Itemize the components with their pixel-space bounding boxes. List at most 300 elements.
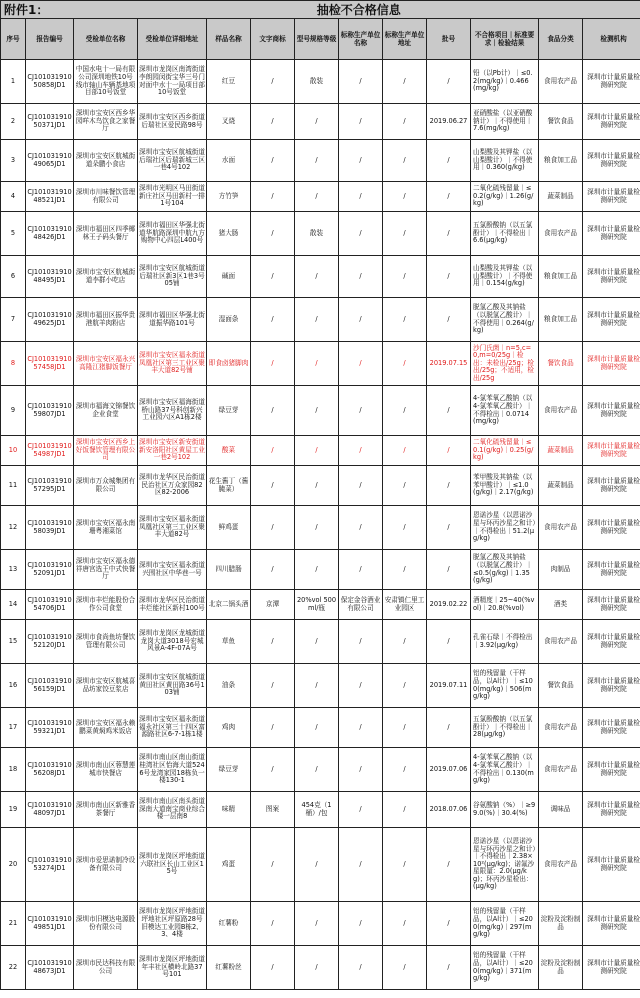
brand-mark: 京潭: [251, 590, 295, 620]
food-category: 蔬菜制品: [539, 182, 583, 212]
testing-agency: 深圳市计量质量检测研究院: [583, 104, 640, 140]
row-number: 14: [1, 590, 26, 620]
nonconformity: 铝的残留量（干样品，以Al计）｜≤100(mg/kg)｜506(mg/kg): [471, 664, 539, 708]
report-number: CJ10103191048521JD1: [26, 182, 74, 212]
testing-agency: 深圳市计量质量检测研究院: [583, 506, 640, 550]
batch-number: 2018.07.06: [427, 792, 471, 828]
table-row: [1, 902, 640, 946]
nonconformity: 苯甲酸及其钠盐（以苯甲酸计）｜≤1.0(g/kg)｜2.17(g/kg): [471, 466, 539, 506]
unit-address: 深圳市宝安区福永街道凤凰社区第三工业区聚丰大道82号: [138, 506, 207, 550]
column-header: 受检单位详细地址: [138, 19, 207, 60]
manufacturer: /: [339, 748, 383, 792]
unit-address: 深圳市龙岗区坪地街道六联社区长山工业区15号: [138, 828, 207, 902]
brand-mark: /: [251, 902, 295, 946]
testing-agency: 深圳市计量质量检测研究院: [583, 386, 640, 436]
unit-address: 深圳市宝安区新安街道新安洛阳社区黄屋工业一巷2号102: [138, 436, 207, 466]
manufacturer-address: /: [383, 182, 427, 212]
brand-mark: /: [251, 104, 295, 140]
manufacturer: /: [339, 60, 383, 104]
unit-address: 深圳市南山区南头街道深南大道南宝商业综合楼一层南8: [138, 792, 207, 828]
table-row: [1, 708, 640, 748]
manufacturer: /: [339, 342, 383, 386]
manufacturer-address: /: [383, 902, 427, 946]
row-number: 13: [1, 550, 26, 590]
food-category: 食用农产品: [539, 212, 583, 256]
inspected-unit: 深圳市宝安区福永兴高隆江猪脚饭餐厅: [74, 342, 138, 386]
batch-number: /: [427, 550, 471, 590]
nonconformity: 铝的残留量（干样品，以Al计）｜≤200(mg/kg)｜371(mg/kg): [471, 946, 539, 990]
column-header: 食品分类: [539, 19, 583, 60]
sample-name: 湿面条: [207, 298, 251, 342]
nonconformity: 山梨酸及其钾盐（以山梨酸计）｜不得使用｜0.360(g/kg): [471, 140, 539, 182]
batch-number: /: [427, 828, 471, 902]
brand-mark: /: [251, 620, 295, 664]
manufacturer-address: /: [383, 828, 427, 902]
inspected-unit: 深圳市丰烂能股份合作公司食堂: [74, 590, 138, 620]
inspected-unit: 深圳市宝安区航城街道李群小吃店: [74, 256, 138, 298]
food-category: 淀粉及淀粉制品: [539, 946, 583, 990]
report-number: CJ10103191049625JD1: [26, 298, 74, 342]
column-header: 型号规格等级: [295, 19, 339, 60]
manufacturer-address: /: [383, 708, 427, 748]
brand-mark: /: [251, 386, 295, 436]
row-number: 3: [1, 140, 26, 182]
column-header: 批号: [427, 19, 471, 60]
unit-address: 深圳市龙岗区坪地街道年丰社区横岭北路37号101: [138, 946, 207, 990]
report-number: CJ10103191052120JD1: [26, 620, 74, 664]
column-header: 文字商标: [251, 19, 295, 60]
testing-agency: 深圳市计量质量检测研究院: [583, 708, 640, 748]
manufacturer: /: [339, 620, 383, 664]
batch-number: /: [427, 182, 471, 212]
manufacturer-address: /: [383, 792, 427, 828]
report-number: CJ10103191052091JD1: [26, 550, 74, 590]
sample-name: 四川腊肠: [207, 550, 251, 590]
inspected-unit: 深圳市食尚鱼坊餐饮管理有限公司: [74, 620, 138, 664]
inspected-unit: 深圳市爱思诺制冷设备有限公司: [74, 828, 138, 902]
brand-mark: /: [251, 828, 295, 902]
spec-grade: /: [295, 620, 339, 664]
manufacturer: /: [339, 436, 383, 466]
table-row: [1, 620, 640, 664]
testing-agency: 深圳市计量质量检测研究院: [583, 620, 640, 664]
food-category: 餐饮食品: [539, 342, 583, 386]
column-header: 标称生产单位地址: [383, 19, 427, 60]
table-row: [1, 506, 640, 550]
spec-grade: 20%vol 500ml/瓶: [295, 590, 339, 620]
manufacturer: /: [339, 182, 383, 212]
row-number: 20: [1, 828, 26, 902]
report-number: CJ10103191054706JD1: [26, 590, 74, 620]
manufacturer-address: /: [383, 212, 427, 256]
brand-mark: /: [251, 946, 295, 990]
header-row: [1, 19, 640, 60]
testing-agency: 深圳市计量质量检测研究院: [583, 828, 640, 902]
page-title: 抽检不合格信息: [74, 1, 640, 19]
food-category: 食用农产品: [539, 620, 583, 664]
spec-grade: /: [295, 342, 339, 386]
manufacturer-address: /: [383, 256, 427, 298]
sample-name: 红薯粉丝: [207, 946, 251, 990]
brand-mark: /: [251, 298, 295, 342]
row-number: 8: [1, 342, 26, 386]
food-category: 蔬菜制品: [539, 466, 583, 506]
brand-mark: /: [251, 748, 295, 792]
spec-grade: /: [295, 386, 339, 436]
inspected-unit: 深圳市宝安区福永德祥唐宫选王中式快餐厅: [74, 550, 138, 590]
table-row: [1, 664, 640, 708]
report-number: CJ10103191048097JD1: [26, 792, 74, 828]
food-category: 餐饮食品: [539, 664, 583, 708]
spec-grade: /: [295, 104, 339, 140]
nonconformity: 五氯酚酸钠（以五氯酚计）｜不得检出｜6.6(μg/kg): [471, 212, 539, 256]
table-row: [1, 256, 640, 298]
inspected-unit: 深圳市万众城集团有限公司: [74, 466, 138, 506]
inspected-unit: 中国水电十一局有限公司深圳地铁10号线市轴山车辆基地项目部10号饭堂: [74, 60, 138, 104]
manufacturer: /: [339, 828, 383, 902]
spec-grade: /: [295, 506, 339, 550]
batch-number: 2019.07.11: [427, 664, 471, 708]
spec-grade: /: [295, 298, 339, 342]
manufacturer-address: /: [383, 298, 427, 342]
batch-number: /: [427, 256, 471, 298]
nonconformity: 谷氨酸钠（%）｜≥99.0(%)｜30.4(%): [471, 792, 539, 828]
testing-agency: 深圳市计量质量检测研究院: [583, 902, 640, 946]
testing-agency: 深圳市计量质量检测研究院: [583, 60, 640, 104]
row-number: 1: [1, 60, 26, 104]
batch-number: /: [427, 436, 471, 466]
table-row: [1, 212, 640, 256]
sample-name: 油条: [207, 664, 251, 708]
row-number: 22: [1, 946, 26, 990]
unit-address: 深圳市福田区华强北街道华航路深圳中航九方购物中心四层L400号: [138, 212, 207, 256]
report-number: CJ10103191056159JD1: [26, 664, 74, 708]
manufacturer: /: [339, 212, 383, 256]
manufacturer-address: /: [383, 748, 427, 792]
manufacturer-address: /: [383, 436, 427, 466]
unit-address: 深圳市宝安区航城街道后瑞社区后瑞新城三区一巷4号102: [138, 140, 207, 182]
nonconformity: 亚硝酸盐（以亚硝酸钠计）｜不得使用｜7.6(mg/kg): [471, 104, 539, 140]
nonconformity: 铅（以Pb计）｜≤0.2(mg/kg)｜0.466(mg/kg): [471, 60, 539, 104]
manufacturer-address: /: [383, 550, 427, 590]
inspected-unit: 深圳市南山区蓉慧莲城市快餐店: [74, 748, 138, 792]
batch-number: /: [427, 466, 471, 506]
nonconformity: 二氧化硫残留量｜≤0.1(g/kg)｜0.25(g/kg): [471, 436, 539, 466]
unit-address: 深圳市宝安区福永街道兴围社区中华巷一号: [138, 550, 207, 590]
sample-name: 花生酱丁（酱腌菜）: [207, 466, 251, 506]
unit-address: 深圳市宝安区福永街道凤凰社区第三工业区聚丰大道82号铺: [138, 342, 207, 386]
testing-agency: 深圳市计量质量检测研究院: [583, 436, 640, 466]
table-row: [1, 550, 640, 590]
sample-name: 酸菜: [207, 436, 251, 466]
manufacturer: /: [339, 256, 383, 298]
sample-name: 鸡蛋: [207, 828, 251, 902]
sample-name: 红豆: [207, 60, 251, 104]
manufacturer-address: /: [383, 664, 427, 708]
inspected-unit: 深圳市民达科技有限公司: [74, 946, 138, 990]
unit-address: 深圳市宝安区航城街道黄田社区黄田路36号103铺: [138, 664, 207, 708]
unit-address: 深圳市宝安区航城街道后瑞社区新3区1巷3号05铺: [138, 256, 207, 298]
sample-name: 草鱼: [207, 620, 251, 664]
table-row: [1, 386, 640, 436]
sample-name: 味精: [207, 792, 251, 828]
row-number: 6: [1, 256, 26, 298]
manufacturer: /: [339, 140, 383, 182]
table-row: [1, 104, 640, 140]
brand-mark: 图案: [251, 792, 295, 828]
testing-agency: 深圳市计量质量检测研究院: [583, 256, 640, 298]
report-number: CJ10103191059807JD1: [26, 386, 74, 436]
report-number: CJ10103191059321JD1: [26, 708, 74, 748]
unit-address: 深圳市龙华区民治街道丰烂能社区新村100号: [138, 590, 207, 620]
table-row: [1, 342, 640, 386]
nonconformity: 二氧化硫残留量｜≤0.2(g/kg)｜1.26(g/kg): [471, 182, 539, 212]
sample-name: 碱面: [207, 256, 251, 298]
spec-grade: /: [295, 466, 339, 506]
report-number: CJ10103191058039JD1: [26, 506, 74, 550]
manufacturer: /: [339, 664, 383, 708]
manufacturer: /: [339, 466, 383, 506]
spec-grade: /: [295, 902, 339, 946]
table-row: [1, 140, 640, 182]
inspected-unit: 深圳市福田区振华贵港航羊肉粉店: [74, 298, 138, 342]
food-category: 粮食加工品: [539, 256, 583, 298]
row-number: 17: [1, 708, 26, 748]
testing-agency: 深圳市计量质量检测研究院: [583, 140, 640, 182]
food-category: 调味品: [539, 792, 583, 828]
unit-address: 深圳市龙华区民治街道民治社区万众家园82区82-2006: [138, 466, 207, 506]
row-number: 12: [1, 506, 26, 550]
sample-name: 绿豆芽: [207, 386, 251, 436]
food-category: 食用农产品: [539, 506, 583, 550]
row-number: 15: [1, 620, 26, 664]
nonconformity: 五氯酚酸钠（以五氯酚计）｜不得检出｜28(μg/kg): [471, 708, 539, 748]
nonconformity: 沙门氏菌｜n=5,c=0,m=0/25g｜检出：未检出/25g；检出/25g；不适用，检出/25g: [471, 342, 539, 386]
brand-mark: /: [251, 466, 295, 506]
spec-grade: /: [295, 256, 339, 298]
inspected-unit: 深圳市福海文锦餐饮企业食堂: [74, 386, 138, 436]
sample-name: 红薯粉: [207, 902, 251, 946]
food-category: 粮食加工品: [539, 298, 583, 342]
batch-number: /: [427, 506, 471, 550]
column-header: 检测机构: [583, 19, 640, 60]
spec-grade: /: [295, 550, 339, 590]
report-number: CJ10103191049851JD1: [26, 902, 74, 946]
batch-number: /: [427, 298, 471, 342]
testing-agency: 深圳市计量质量检测研究院: [583, 212, 640, 256]
brand-mark: /: [251, 708, 295, 748]
row-number: 11: [1, 466, 26, 506]
report-number: CJ10103191056208JD1: [26, 748, 74, 792]
column-header: 序号: [1, 19, 26, 60]
manufacturer: /: [339, 104, 383, 140]
batch-number: 2019.06.27: [427, 104, 471, 140]
spec-grade: /: [295, 748, 339, 792]
report-number: CJ10103191050858JD1: [26, 60, 74, 104]
report-number: CJ10103191057458JD1: [26, 342, 74, 386]
report-number: CJ10103191053274JD1: [26, 828, 74, 902]
manufacturer: /: [339, 550, 383, 590]
batch-number: /: [427, 708, 471, 748]
batch-number: 2019.07.06: [427, 748, 471, 792]
testing-agency: 深圳市计量质量检测研究院: [583, 664, 640, 708]
spec-grade: /: [295, 946, 339, 990]
batch-number: /: [427, 212, 471, 256]
brand-mark: /: [251, 256, 295, 298]
brand-mark: /: [251, 436, 295, 466]
food-category: 粮食加工品: [539, 140, 583, 182]
spec-grade: /: [295, 140, 339, 182]
column-header: 标称生产单位名称: [339, 19, 383, 60]
table-row: [1, 60, 640, 104]
brand-mark: /: [251, 506, 295, 550]
nonconformity: 4-氯苯氧乙酸钠（以4-氯苯氧乙酸计）｜不得检出｜0.0714(mg/kg): [471, 386, 539, 436]
brand-mark: /: [251, 342, 295, 386]
manufacturer-address: /: [383, 506, 427, 550]
testing-agency: 深圳市计量质量检测研究院: [583, 342, 640, 386]
report-number: CJ10103191048495JD1: [26, 256, 74, 298]
manufacturer-address: 安肃镇仁里工业园区: [383, 590, 427, 620]
manufacturer-address: /: [383, 140, 427, 182]
sample-name: 北京二锅头酒: [207, 590, 251, 620]
testing-agency: 深圳市计量质量检测研究院: [583, 590, 640, 620]
brand-mark: /: [251, 550, 295, 590]
nonconformity: 山梨酸及其钾盐（以山梨酸计）｜不得使用｜0.154(g/kg): [471, 256, 539, 298]
manufacturer: /: [339, 792, 383, 828]
spec-grade: /: [295, 708, 339, 748]
food-category: 食用农产品: [539, 386, 583, 436]
row-number: 4: [1, 182, 26, 212]
inspected-unit: 深圳市旧模达电源股份有限公司: [74, 902, 138, 946]
table-row: [1, 436, 640, 466]
manufacturer: /: [339, 902, 383, 946]
sample-name: 猪大肠: [207, 212, 251, 256]
testing-agency: 深圳市计量质量检测研究院: [583, 792, 640, 828]
inspected-unit: 深圳市南山区新雅香茶餐厅: [74, 792, 138, 828]
batch-number: /: [427, 902, 471, 946]
batch-number: 2019.07.15: [427, 342, 471, 386]
report-number: CJ10103191048426JD1: [26, 212, 74, 256]
manufacturer-address: /: [383, 104, 427, 140]
nonconformity: 孔雀石绿｜不得检出｜3.92(μg/kg): [471, 620, 539, 664]
unit-address: 深圳市龙岗区龙城街道龙岗大道3018号宏城风景A-4F-07A号: [138, 620, 207, 664]
sample-name: 叉烧: [207, 104, 251, 140]
row-number: 7: [1, 298, 26, 342]
testing-agency: 深圳市计量质量检测研究院: [583, 466, 640, 506]
sample-name: 水面: [207, 140, 251, 182]
testing-agency: 深圳市计量质量检测研究院: [583, 298, 640, 342]
unit-address: 深圳市福田区华强北街道振华路101号: [138, 298, 207, 342]
sample-name: 即食卤猪脚肉: [207, 342, 251, 386]
manufacturer: /: [339, 386, 383, 436]
row-number: 5: [1, 212, 26, 256]
sample-name: 鲜鸡蛋: [207, 506, 251, 550]
table-row: [1, 298, 640, 342]
table-row: [1, 748, 640, 792]
table-row: [1, 792, 640, 828]
annex-label: 附件1：: [1, 1, 74, 19]
batch-number: /: [427, 60, 471, 104]
table-row: [1, 466, 640, 506]
nonconformity: 脱氢乙酸及其钠盐（以脱氢乙酸计）｜≤0.5(g/kg)｜1.35(g/kg): [471, 550, 539, 590]
food-category: 食用农产品: [539, 828, 583, 902]
spec-grade: /: [295, 828, 339, 902]
inspected-unit: 深圳市福田区四季椰林王子码头餐厅: [74, 212, 138, 256]
food-category: 食用农产品: [539, 748, 583, 792]
row-number: 10: [1, 436, 26, 466]
inspected-unit: 深圳市宝安区航城喜品坊家饺豆浆店: [74, 664, 138, 708]
spec-grade: /: [295, 182, 339, 212]
testing-agency: 深圳市计量质量检测研究院: [583, 182, 640, 212]
nonconformity: 恩诺沙星（以恩诺沙星与环丙沙星之和计）｜不得检出｜51.2(μg/kg): [471, 506, 539, 550]
spec-grade: /: [295, 436, 339, 466]
manufacturer-address: /: [383, 386, 427, 436]
nonconformity: 4-氯苯氧乙酸钠（以4-氯苯氧乙酸计）｜不得检出｜0.130(mg/kg): [471, 748, 539, 792]
manufacturer: 保定金谷酒业有限公司: [339, 590, 383, 620]
nonconformity: 铝的残留量（干样品，以Al计）｜≤200(mg/kg)｜297(mg/kg): [471, 902, 539, 946]
unit-address: 深圳市宝安区福海街道桥山路37号科创新兴工业园六区A1栋2楼: [138, 386, 207, 436]
sample-name: 绿豆芽: [207, 748, 251, 792]
table-row: [1, 182, 640, 212]
manufacturer-address: /: [383, 620, 427, 664]
spec-grade: 散装: [295, 60, 339, 104]
column-header: 受检单位名称: [74, 19, 138, 60]
inspected-unit: 深圳市宝安区西乡上好饭餐饮管理有限公司: [74, 436, 138, 466]
spec-grade: 454克（1桶）/包: [295, 792, 339, 828]
manufacturer: /: [339, 946, 383, 990]
table-row: [1, 828, 640, 902]
report-number: CJ10103191048673JD1: [26, 946, 74, 990]
unit-address: 深圳市南山区南山街道桂湾社区怡海大道5246号龙湾家园18栋负一楼130-1: [138, 748, 207, 792]
row-number: 21: [1, 902, 26, 946]
brand-mark: /: [251, 182, 295, 212]
inspected-unit: 深圳市宝安区福永赖鹏菜黄焖鸡米饭店: [74, 708, 138, 748]
row-number: 18: [1, 748, 26, 792]
row-number: 9: [1, 386, 26, 436]
nonconformity: 脱氢乙酸及其钠盐（以脱氢乙酸计）｜不得使用｜0.264(g/kg): [471, 298, 539, 342]
nonconformity: 恩诺沙星（以恩诺沙星与环丙沙星之和计）｜不得检出｜2.38×10²(μg/kg)；诺氟沙星限量：2.0(μg/kg)；环丙沙星检出：(μg/kg): [471, 828, 539, 902]
manufacturer-address: /: [383, 60, 427, 104]
row-number: 19: [1, 792, 26, 828]
sample-name: 方竹笋: [207, 182, 251, 212]
manufacturer: /: [339, 708, 383, 748]
testing-agency: 深圳市计量质量检测研究院: [583, 550, 640, 590]
column-header: 样品名称: [207, 19, 251, 60]
brand-mark: /: [251, 664, 295, 708]
manufacturer-address: /: [383, 946, 427, 990]
table-row: [1, 590, 640, 620]
food-category: 蔬菜制品: [539, 436, 583, 466]
testing-agency: 深圳市计量质量检测研究院: [583, 946, 640, 990]
spec-grade: /: [295, 664, 339, 708]
food-category: 餐饮食品: [539, 104, 583, 140]
inspected-unit: 深圳市川味餐饮管理有限公司: [74, 182, 138, 212]
report-number: CJ10103191054987JD1: [26, 436, 74, 466]
manufacturer-address: /: [383, 466, 427, 506]
report-number: CJ10103191050371JD1: [26, 104, 74, 140]
batch-number: /: [427, 946, 471, 990]
unit-address: 深圳市龙岗区南湾街道李朗园闵街宝华三号门对面中水十一局项目部10号饭堂: [138, 60, 207, 104]
report-number: CJ10103191049065JD1: [26, 140, 74, 182]
brand-mark: /: [251, 212, 295, 256]
manufacturer: /: [339, 506, 383, 550]
unit-address: 深圳市宝安区西乡街道后瑞社区爱民路98号: [138, 104, 207, 140]
food-category: 淀粉及淀粉制品: [539, 902, 583, 946]
row-number: 2: [1, 104, 26, 140]
unit-address: 深圳市光明区马田街道新庄社区马田新村一排1号104: [138, 182, 207, 212]
sample-name: 鸡肉: [207, 708, 251, 748]
batch-number: /: [427, 386, 471, 436]
